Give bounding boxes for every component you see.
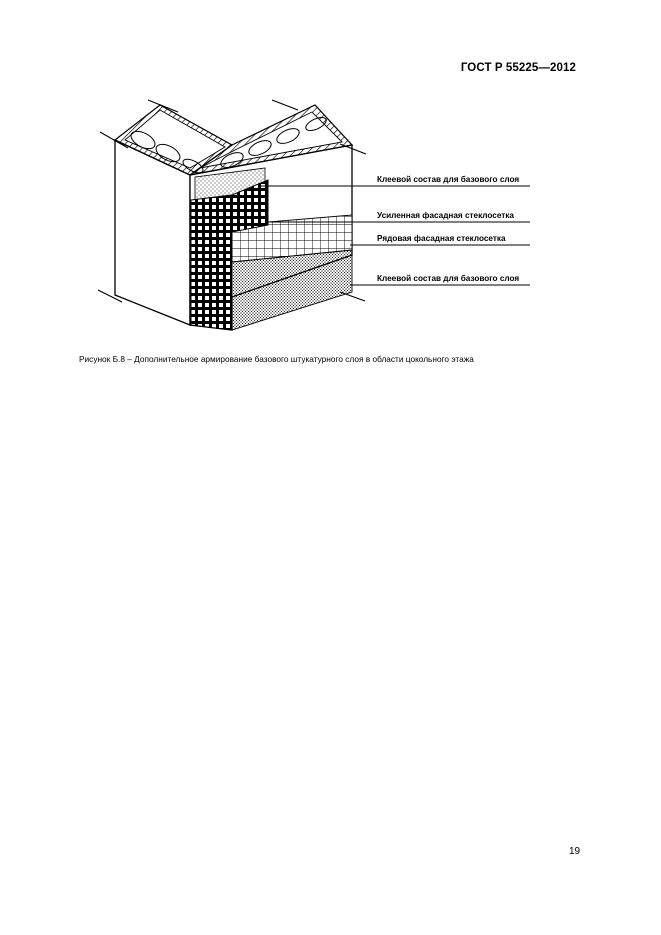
callout-adhesive-top: Клеевой состав для базового слоя [377, 175, 520, 184]
callout-ordinary-mesh: Рядовая фасадная стеклосетка [377, 234, 506, 243]
adhesive-layer-bottom [232, 250, 352, 330]
page-number: 19 [569, 846, 581, 857]
figure-caption: Рисунок Б.8 – Дополнительное армирование базового штукатурного слоя в области цокольного этажа [79, 354, 474, 364]
document-code: ГОСТ Р 55225—2012 [460, 62, 576, 74]
callout-reinforced-mesh: Усиленная фасадная стеклосетка [377, 211, 514, 220]
callout-adhesive-bottom: Клеевой состав для базового слоя [377, 274, 520, 283]
